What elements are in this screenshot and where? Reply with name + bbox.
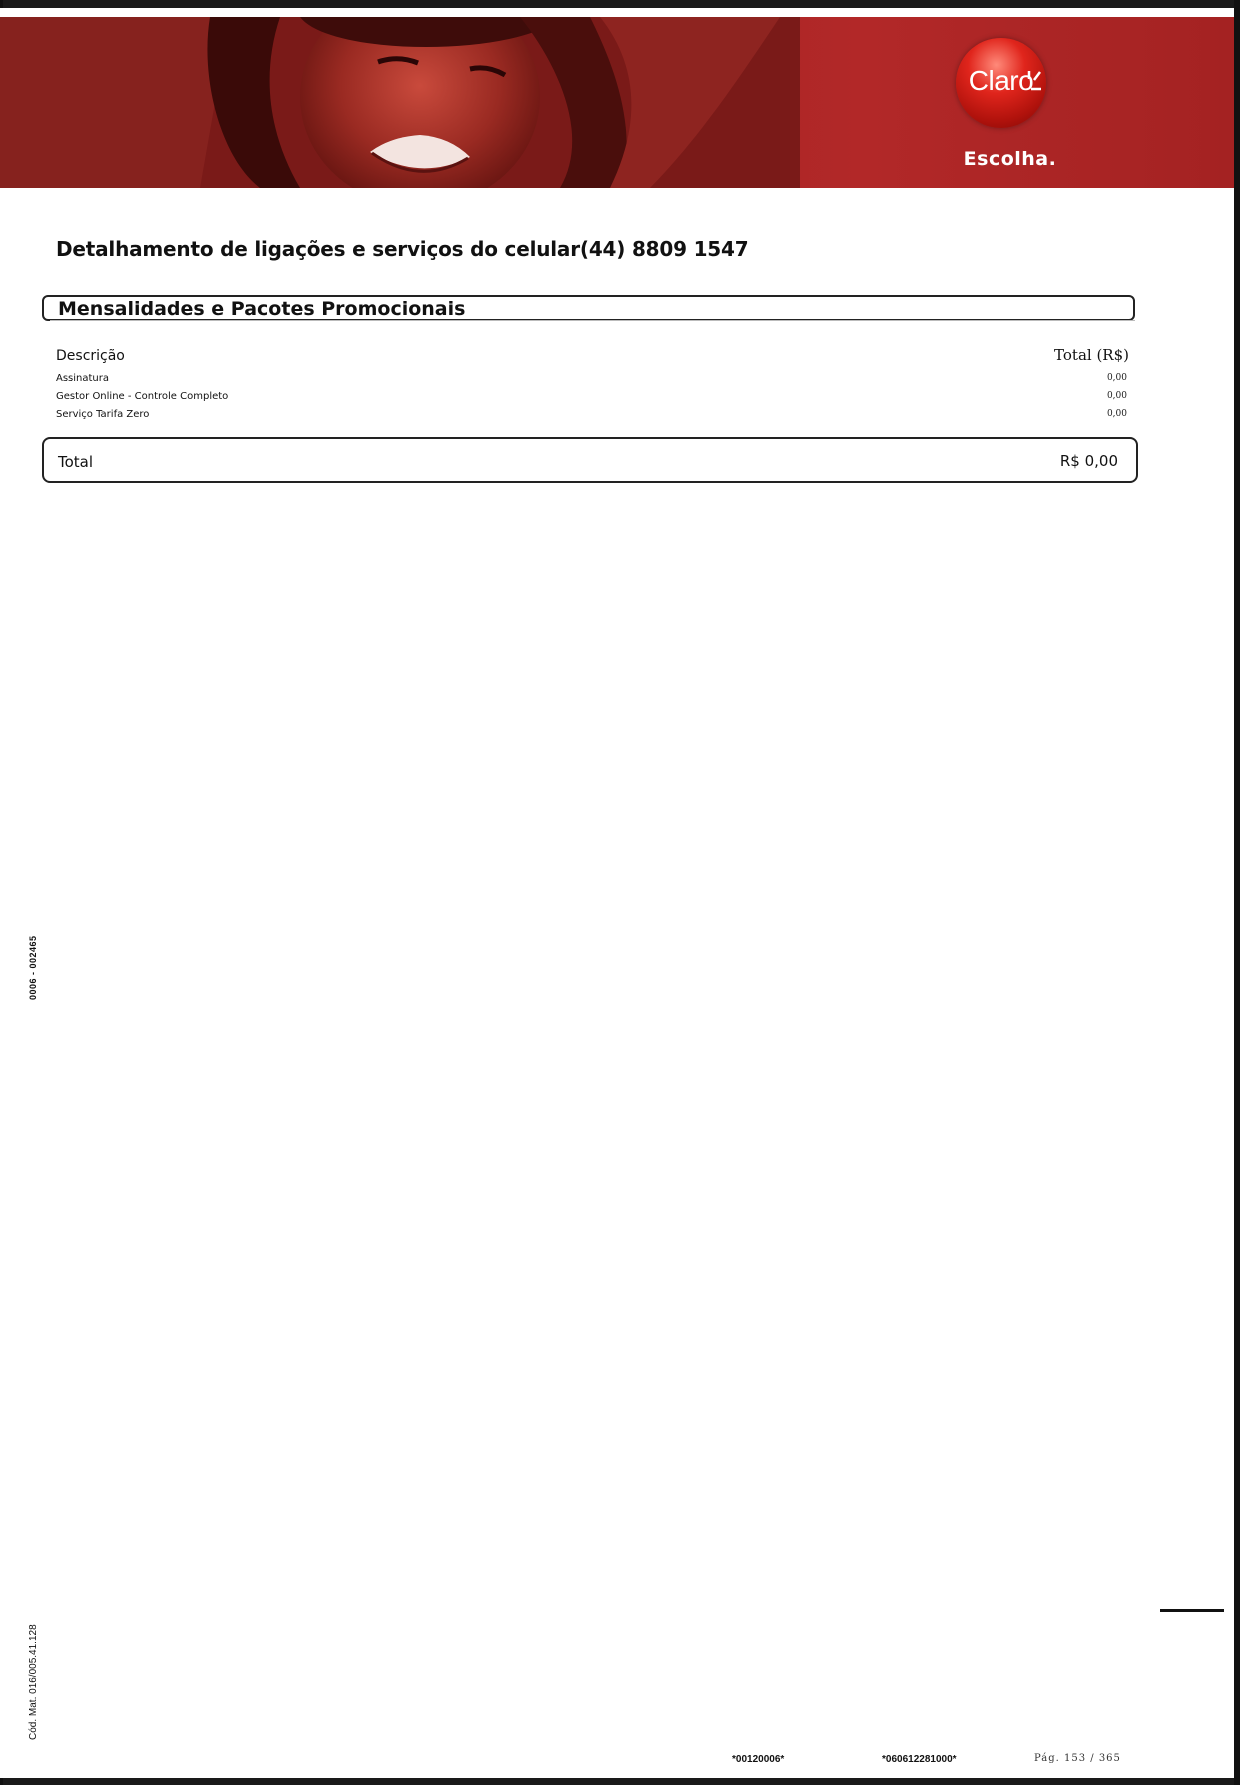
line-item-description: Assinatura — [56, 373, 110, 384]
section-divider — [50, 320, 1135, 321]
margin-material-code: Cód. Mat. 016/005.41.128 — [28, 1624, 39, 1740]
total-label: Total — [58, 453, 94, 471]
line-item-value: 0,00 — [1106, 391, 1127, 401]
document-page — [0, 8, 1234, 1778]
line-item-description: Serviço Tarifa Zero — [56, 409, 150, 420]
total-value: R$ 0,00 — [1059, 452, 1118, 470]
section-title: Mensalidades e Pacotes Promocionais — [58, 298, 466, 320]
claro-logo-text: Claro — [968, 65, 1034, 96]
header-banner — [0, 17, 1234, 188]
total-box — [42, 437, 1138, 483]
banner-photo — [0, 17, 800, 188]
margin-tick-mark — [1160, 1609, 1224, 1612]
page-title: Detalhamento de ligações e serviços do celular(44) 8809 1547 — [56, 237, 749, 261]
line-item-value: 0,00 — [1106, 373, 1127, 383]
line-item-value: 0,00 — [1106, 409, 1127, 419]
scan-edge-right — [1234, 0, 1240, 1785]
line-item-description: Gestor Online - Controle Completo — [56, 391, 229, 402]
footer-code-1: *00120006* — [732, 1754, 785, 1765]
brand-tagline: Escolha. — [963, 148, 1057, 170]
section-header — [42, 295, 1135, 321]
logo-spark-icon — [1025, 69, 1043, 99]
footer-code-2: *060612281000* — [882, 1754, 957, 1765]
column-header-total: Total (R$) — [1054, 346, 1129, 364]
page-number: Pág. 153 / 365 — [1034, 1753, 1121, 1764]
margin-code: 0006 - 002465 — [28, 935, 38, 1000]
column-header-description: Descrição — [56, 348, 125, 364]
